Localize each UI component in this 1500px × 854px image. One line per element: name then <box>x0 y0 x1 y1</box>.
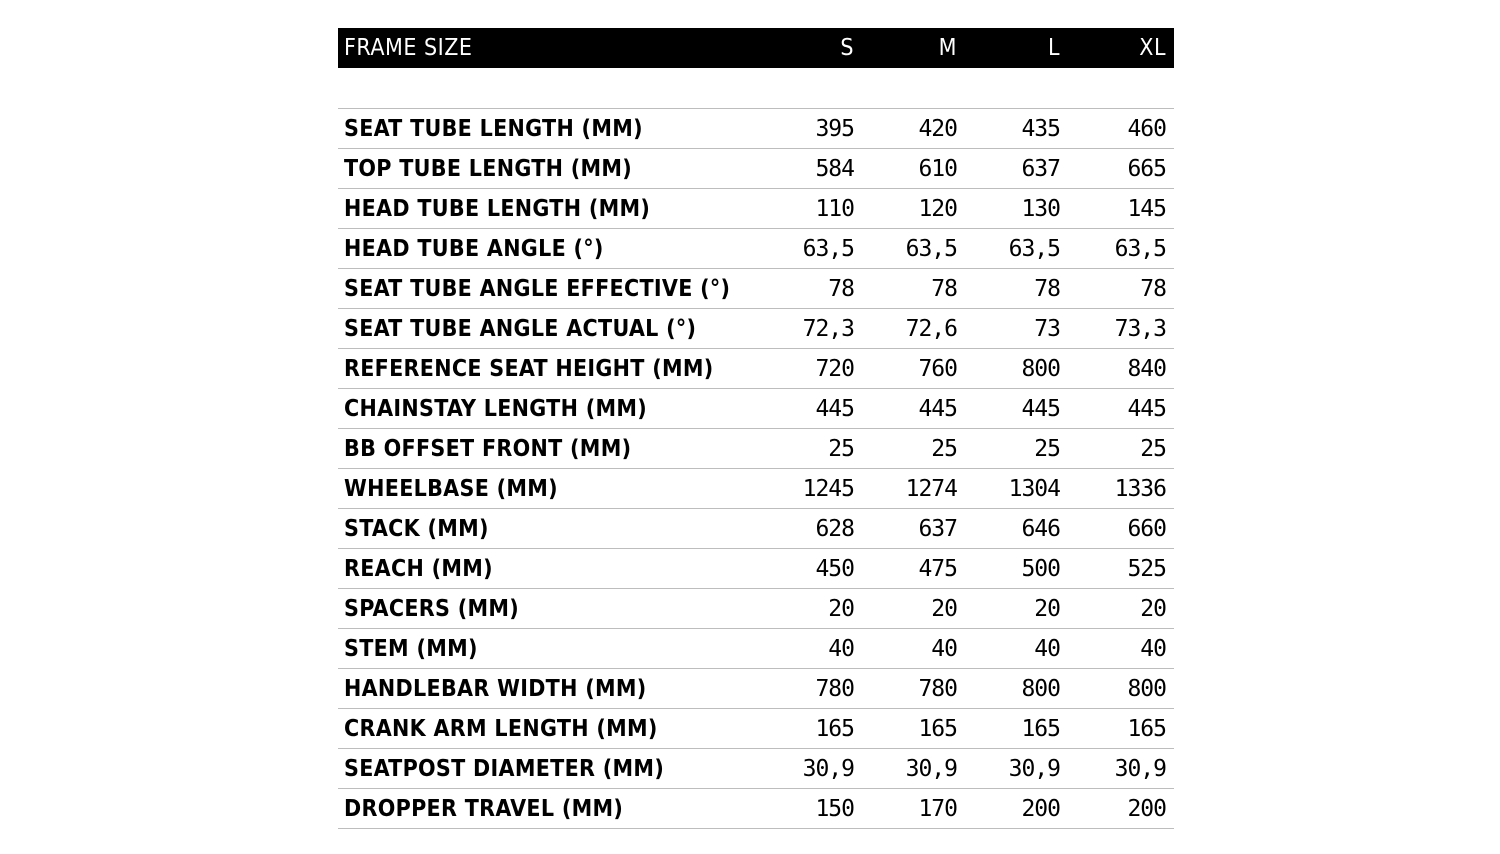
cell-size-s: 78 <box>756 269 862 309</box>
cell-size-l: 165 <box>965 709 1068 749</box>
row-label: SEAT TUBE LENGTH (MM) <box>338 109 756 149</box>
row-label: WHEELBASE (MM) <box>338 469 756 509</box>
cell-size-xl: 200 <box>1068 789 1174 829</box>
cell-size-l: 646 <box>965 509 1068 549</box>
cell-size-xl: 1336 <box>1068 469 1174 509</box>
table-row <box>338 349 1174 389</box>
table-row <box>338 469 1174 509</box>
cell-size-l: 73 <box>965 309 1068 349</box>
table-row <box>338 429 1174 469</box>
header-spacer-row <box>338 68 1174 109</box>
cell-size-xl: 78 <box>1068 269 1174 309</box>
cell-size-xl: 165 <box>1068 709 1174 749</box>
cell-size-l: 500 <box>965 549 1068 589</box>
cell-size-l: 637 <box>965 149 1068 189</box>
cell-size-s: 584 <box>756 149 862 189</box>
table-row <box>338 549 1174 589</box>
cell-size-xl: 660 <box>1068 509 1174 549</box>
row-label: STACK (MM) <box>338 509 756 549</box>
cell-size-s: 628 <box>756 509 862 549</box>
cell-size-xl: 460 <box>1068 109 1174 149</box>
cell-size-xl: 445 <box>1068 389 1174 429</box>
header-frame-size-label: FRAME SIZE <box>338 28 756 68</box>
cell-size-s: 780 <box>756 669 862 709</box>
header-size-m: M <box>862 28 965 68</box>
cell-size-s: 445 <box>756 389 862 429</box>
row-label: HANDLEBAR WIDTH (MM) <box>338 669 756 709</box>
row-label: SEAT TUBE ANGLE ACTUAL (°) <box>338 309 756 349</box>
table-header-row <box>338 28 1174 68</box>
cell-size-s: 1245 <box>756 469 862 509</box>
cell-size-s: 20 <box>756 589 862 629</box>
cell-size-m: 780 <box>862 669 965 709</box>
row-label: BB OFFSET FRONT (MM) <box>338 429 756 469</box>
row-label: CRANK ARM LENGTH (MM) <box>338 709 756 749</box>
table-row <box>338 749 1174 789</box>
cell-size-s: 150 <box>756 789 862 829</box>
table-row <box>338 189 1174 229</box>
row-label: REACH (MM) <box>338 549 756 589</box>
cell-size-s: 40 <box>756 629 862 669</box>
cell-size-xl: 63,5 <box>1068 229 1174 269</box>
cell-size-l: 445 <box>965 389 1068 429</box>
table-row <box>338 229 1174 269</box>
table-row <box>338 269 1174 309</box>
cell-size-m: 760 <box>862 349 965 389</box>
cell-size-s: 110 <box>756 189 862 229</box>
row-label: TOP TUBE LENGTH (MM) <box>338 149 756 189</box>
cell-size-l: 800 <box>965 669 1068 709</box>
cell-size-xl: 40 <box>1068 629 1174 669</box>
row-label: SEAT TUBE ANGLE EFFECTIVE (°) <box>338 269 756 309</box>
cell-size-l: 20 <box>965 589 1068 629</box>
cell-size-l: 435 <box>965 109 1068 149</box>
table-row <box>338 149 1174 189</box>
row-label: HEAD TUBE LENGTH (MM) <box>338 189 756 229</box>
cell-size-m: 1274 <box>862 469 965 509</box>
header-size-s: S <box>756 28 862 68</box>
row-label: REFERENCE SEAT HEIGHT (MM) <box>338 349 756 389</box>
cell-size-xl: 525 <box>1068 549 1174 589</box>
table-row <box>338 109 1174 149</box>
cell-size-m: 420 <box>862 109 965 149</box>
cell-size-xl: 30,9 <box>1068 749 1174 789</box>
cell-size-s: 72,3 <box>756 309 862 349</box>
cell-size-m: 25 <box>862 429 965 469</box>
cell-size-m: 165 <box>862 709 965 749</box>
cell-size-l: 30,9 <box>965 749 1068 789</box>
table-row <box>338 709 1174 749</box>
cell-size-xl: 840 <box>1068 349 1174 389</box>
row-label: CHAINSTAY LENGTH (MM) <box>338 389 756 429</box>
header-size-l: L <box>965 28 1068 68</box>
cell-size-m: 30,9 <box>862 749 965 789</box>
cell-size-m: 63,5 <box>862 229 965 269</box>
cell-size-xl: 73,3 <box>1068 309 1174 349</box>
cell-size-m: 445 <box>862 389 965 429</box>
cell-size-l: 78 <box>965 269 1068 309</box>
cell-size-xl: 665 <box>1068 149 1174 189</box>
cell-size-s: 395 <box>756 109 862 149</box>
cell-size-s: 720 <box>756 349 862 389</box>
cell-size-l: 800 <box>965 349 1068 389</box>
cell-size-m: 120 <box>862 189 965 229</box>
cell-size-s: 25 <box>756 429 862 469</box>
cell-size-s: 30,9 <box>756 749 862 789</box>
cell-size-xl: 800 <box>1068 669 1174 709</box>
cell-size-s: 450 <box>756 549 862 589</box>
cell-size-l: 40 <box>965 629 1068 669</box>
header-size-xl: XL <box>1068 28 1174 68</box>
cell-size-m: 72,6 <box>862 309 965 349</box>
cell-size-l: 63,5 <box>965 229 1068 269</box>
cell-size-l: 200 <box>965 789 1068 829</box>
row-label: SEATPOST DIAMETER (MM) <box>338 749 756 789</box>
table-row <box>338 389 1174 429</box>
cell-size-m: 170 <box>862 789 965 829</box>
table-row <box>338 309 1174 349</box>
cell-size-m: 20 <box>862 589 965 629</box>
row-label: STEM (MM) <box>338 629 756 669</box>
cell-size-m: 475 <box>862 549 965 589</box>
row-label: SPACERS (MM) <box>338 589 756 629</box>
cell-size-s: 165 <box>756 709 862 749</box>
table-row <box>338 589 1174 629</box>
cell-size-m: 610 <box>862 149 965 189</box>
table-row <box>338 669 1174 709</box>
cell-size-l: 1304 <box>965 469 1068 509</box>
cell-size-s: 63,5 <box>756 229 862 269</box>
row-label: DROPPER TRAVEL (MM) <box>338 789 756 829</box>
table-row <box>338 629 1174 669</box>
cell-size-xl: 25 <box>1068 429 1174 469</box>
table-row <box>338 509 1174 549</box>
row-label: HEAD TUBE ANGLE (°) <box>338 229 756 269</box>
table-row <box>338 789 1174 829</box>
cell-size-m: 40 <box>862 629 965 669</box>
cell-size-m: 78 <box>862 269 965 309</box>
cell-size-xl: 20 <box>1068 589 1174 629</box>
cell-size-m: 637 <box>862 509 965 549</box>
cell-size-xl: 145 <box>1068 189 1174 229</box>
cell-size-l: 130 <box>965 189 1068 229</box>
geometry-table <box>338 28 1174 829</box>
cell-size-l: 25 <box>965 429 1068 469</box>
